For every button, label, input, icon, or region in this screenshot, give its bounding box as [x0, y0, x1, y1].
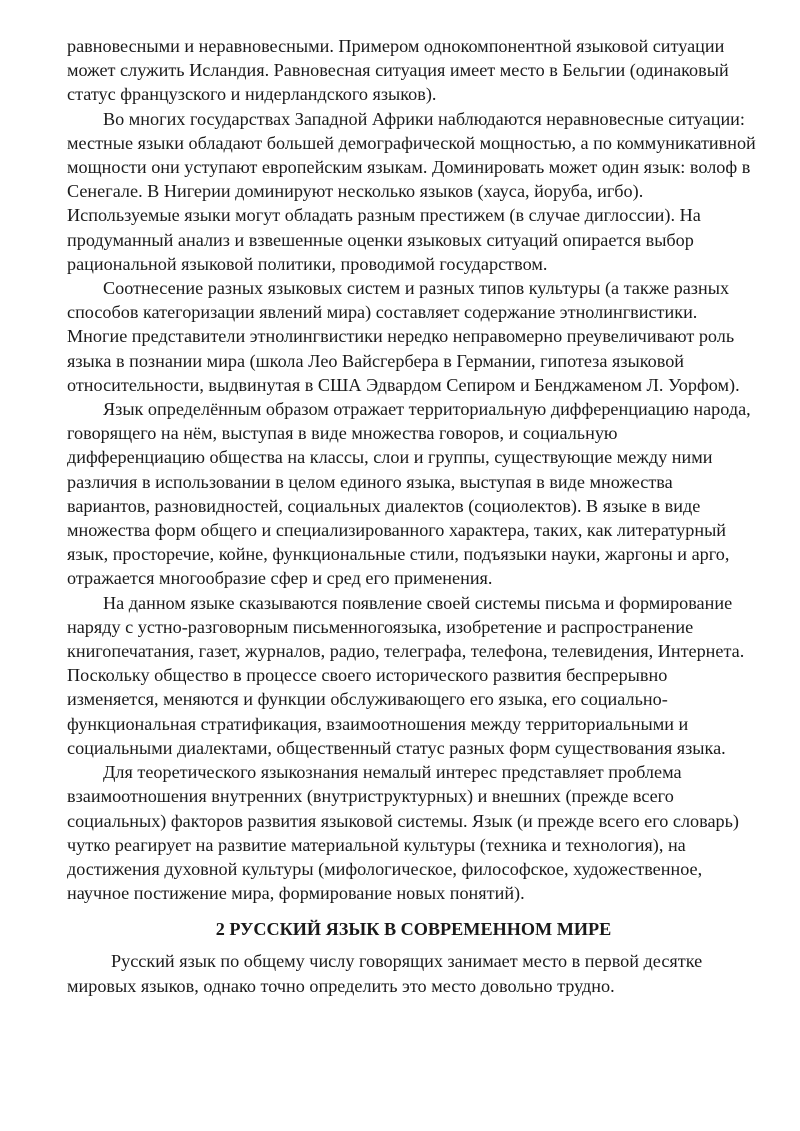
paragraph-west-africa: Во многих государствах Западной Африки наблюдаются неравновесные ситуации: местные языки обладают большей демографической мощностью, а по коммуникативной мощности они уступают европейским языкам. Доминировать может один язык: волоф в Сенегале. В Нигерии доминируют несколько языков (хауса, йоруба, игбо). Используемые языки могут обладать разным престижем (в случае диглоссии). На продуманный анализ и взвешенные оценки языковых ситуаций опирается выбор рациональной языковой политики, проводимой государством. [67, 108, 756, 274]
paragraph-differentiation: Язык определённым образом отражает территориальную дифференциацию народа, говорящего на нём, выступая в виде множества говоров, и социальную дифференциацию общества на классы, слои и группы, существующие между ними различия в использовании в целом единого языка, выступая в виде множества вариантов, разновидностей, социальных диалектов (социолектов). В языке в виде множества форм общего и специализированного характера, таких, как литературный язык, просторечие, койне, функциональные стили, подъязыки науки, жаргоны и арго, отражается многообразие сфер и сред его применения. [67, 399, 751, 589]
paragraph-theoretical-linguistics: Для теоретического языкознания немалый интерес представляет проблема взаимоотношения внутренних (внутриструктурных) и внешних (прежде всего социальных) факторов развития языковой системы. Язык (и прежде всего его словарь) чутко реагирует на развитие материальной культуры (техника и технология), на достижения духовной культуры (мифологическое, философское, художественное, научное постижение мира, формирование новых понятий). [67, 762, 739, 904]
paragraph-writing-system: На данном языке сказываются появление своей системы письма и формирование наряду с устно-разговорным письменногоязыка, изобретение и распространение книгопечатания, газет, журналов, радио, телеграфа, телефона, телевидения, Интернета. Поскольку общество в процессе своего исторического развития беспрерывно изменяется, меняются и функции обслуживающего его языка, его социально-функциональная стратификация, взаимоотношения между территориальными и социальными диалектами, общественный статус разных форм существования языка. [67, 592, 745, 758]
paragraph-ethnolinguistics: Соотнесение разных языковых систем и разных типов культуры (а также разных способов категоризации явлений мира) составляет содержание этнолингвистики. Многие представители этнолингвистики нередко неправомерно преувеличивают роль языка в познании мира (школа Лео Вайсгербера в Германии, гипотеза языковой относительности, выдвинутая в США Эдвардом Сепиром и Бенджаменом Л. Уорфом). [67, 278, 740, 395]
paragraph-continuation: равновесными и неравновесными. Примером однокомпонентной языковой ситуации может служить Исландия. Равновесная ситуация имеет место в Бельгии (одинаковый статус французского и нидерландского языков). [67, 36, 729, 105]
section-heading: 2 РУССКИЙ ЯЗЫК В СОВРЕМЕННОМ МИРЕ [215, 919, 612, 940]
paragraph-russian-language: Русский язык по общему числу говорящих занимает место в первой десятке мировых языков, однако точно определить это место довольно трудно. [67, 951, 703, 996]
